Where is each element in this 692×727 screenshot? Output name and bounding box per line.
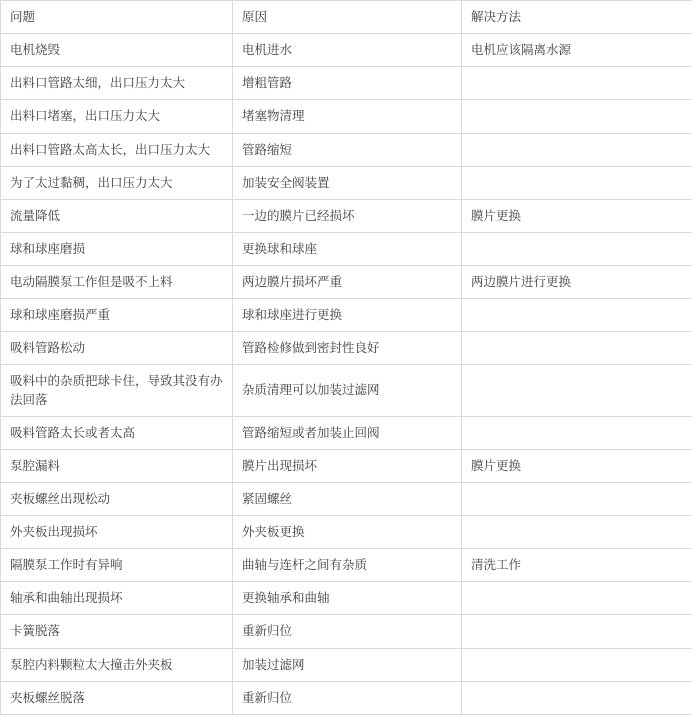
table-header [1, 1, 692, 34]
cell-solution: 电机应该隔离水源 [462, 34, 692, 67]
cell-problem: 夹板螺丝出现松动 [1, 482, 233, 515]
cell-solution [462, 365, 692, 416]
cell-solution [462, 681, 692, 714]
table-row [1, 549, 692, 582]
table-row [1, 449, 692, 482]
table-row [1, 34, 692, 67]
table-row [1, 100, 692, 133]
cell-solution [462, 299, 692, 332]
cell-problem: 电动隔膜泵工作但是吸不上料 [1, 266, 233, 299]
cell-cause: 电机进水 [233, 34, 462, 67]
cell-solution: 膜片更换 [462, 199, 692, 232]
cell-problem: 吸料管路太长或者太高 [1, 416, 233, 449]
cell-solution [462, 416, 692, 449]
cell-problem: 为了太过黏稠，出口压力太大 [1, 166, 233, 199]
table-row [1, 67, 692, 100]
cell-solution [462, 232, 692, 265]
table-row [1, 648, 692, 681]
table-row [1, 332, 692, 365]
cell-cause: 球和球座进行更换 [233, 299, 462, 332]
cell-solution [462, 516, 692, 549]
cell-solution [462, 482, 692, 515]
cell-problem: 卡簧脱落 [1, 615, 233, 648]
column-header-problem: 问题 [1, 1, 233, 34]
cell-problem: 轴承和曲轴出现损坏 [1, 582, 233, 615]
cell-problem: 球和球座磨损严重 [1, 299, 233, 332]
cell-solution: 膜片更换 [462, 449, 692, 482]
cell-problem: 泵腔漏料 [1, 449, 233, 482]
cell-solution [462, 67, 692, 100]
cell-cause: 管路缩短 [233, 133, 462, 166]
cell-problem: 外夹板出现损坏 [1, 516, 233, 549]
cell-problem: 吸料管路松动 [1, 332, 233, 365]
column-header-solution: 解决方法 [462, 1, 692, 34]
cell-solution: 清洗工作 [462, 549, 692, 582]
table-row [1, 416, 692, 449]
cell-cause: 管路缩短或者加装止回阀 [233, 416, 462, 449]
cell-solution: 两边膜片进行更换 [462, 266, 692, 299]
table-row [1, 199, 692, 232]
table-row [1, 166, 692, 199]
cell-cause: 加装安全阀装置 [233, 166, 462, 199]
cell-solution [462, 166, 692, 199]
cell-problem: 流量降低 [1, 199, 233, 232]
cell-cause: 更换球和球座 [233, 232, 462, 265]
cell-problem: 隔膜泵工作时有异响 [1, 549, 233, 582]
cell-problem: 出料口堵塞，出口压力太大 [1, 100, 233, 133]
cell-cause: 外夹板更换 [233, 516, 462, 549]
cell-problem: 泵腔内料颗粒太大撞击外夹板 [1, 648, 233, 681]
table-row [1, 582, 692, 615]
cell-cause: 加装过滤网 [233, 648, 462, 681]
cell-problem: 夹板螺丝脱落 [1, 681, 233, 714]
cell-solution [462, 615, 692, 648]
cell-solution [462, 100, 692, 133]
table-row [1, 516, 692, 549]
table-body [1, 34, 692, 715]
table-row [1, 681, 692, 714]
table-row [1, 299, 692, 332]
cell-solution [462, 133, 692, 166]
cell-cause: 曲轴与连杆之间有杂质 [233, 549, 462, 582]
cell-cause: 两边膜片损坏严重 [233, 266, 462, 299]
cell-cause: 一边的膜片已经损坏 [233, 199, 462, 232]
cell-problem: 出料口管路太细，出口压力太大 [1, 67, 233, 100]
cell-cause: 增粗管路 [233, 67, 462, 100]
table-row [1, 232, 692, 265]
cell-solution [462, 582, 692, 615]
table-row [1, 266, 692, 299]
cell-problem: 吸料中的杂质把球卡住，导致其没有办法回落 [1, 365, 233, 416]
cell-cause: 膜片出现损坏 [233, 449, 462, 482]
cell-problem: 电机烧毁 [1, 34, 233, 67]
cell-cause: 紧固螺丝 [233, 482, 462, 515]
table-row [1, 482, 692, 515]
table-header-row [1, 1, 692, 34]
cell-cause: 杂质清理可以加装过滤网 [233, 365, 462, 416]
table-row [1, 615, 692, 648]
cell-cause: 重新归位 [233, 615, 462, 648]
cell-solution [462, 332, 692, 365]
cell-cause: 管路检修做到密封性良好 [233, 332, 462, 365]
column-header-cause: 原因 [233, 1, 462, 34]
cell-solution [462, 648, 692, 681]
cell-problem: 球和球座磨损 [1, 232, 233, 265]
cell-cause: 更换轴承和曲轴 [233, 582, 462, 615]
cell-cause: 堵塞物清理 [233, 100, 462, 133]
cell-cause: 重新归位 [233, 681, 462, 714]
cell-problem: 出料口管路太高太长，出口压力太大 [1, 133, 233, 166]
table-row [1, 365, 692, 416]
table-row [1, 133, 692, 166]
